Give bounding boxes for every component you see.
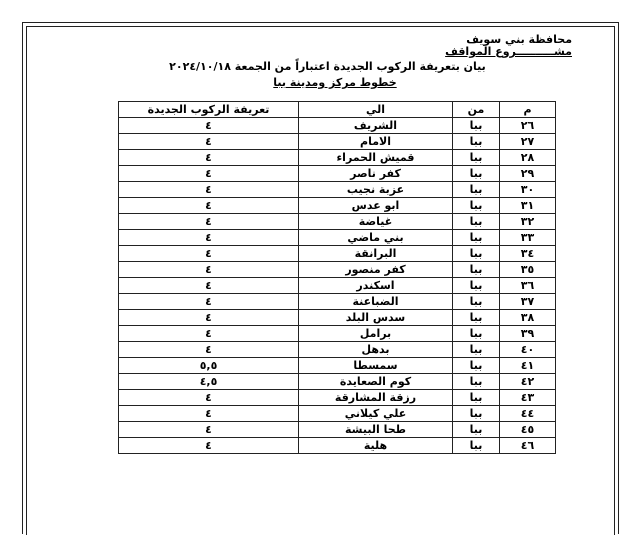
cell-to: هلية xyxy=(299,438,453,454)
document-title: بيان بتعريفة الركوب الجديدة اعتباراً من الجمعة ٢٠٢٤/١٠/١٨ xyxy=(169,60,486,73)
cell-fare: ٤ xyxy=(119,390,299,406)
cell-from: ببا xyxy=(453,278,500,294)
cell-num: ٣٩ xyxy=(500,326,556,342)
cell-from: ببا xyxy=(453,342,500,358)
cell-from: ببا xyxy=(453,134,500,150)
cell-to: كفر ناصر xyxy=(299,166,453,182)
table-row xyxy=(119,310,556,326)
cell-fare: ٤ xyxy=(119,166,299,182)
table-row xyxy=(119,182,556,198)
cell-from: ببا xyxy=(453,358,500,374)
cell-from: ببا xyxy=(453,182,500,198)
cell-num: ٢٨ xyxy=(500,150,556,166)
cell-fare: ٤ xyxy=(119,134,299,150)
cell-to: كفر منصور xyxy=(299,262,453,278)
cell-num: ٤٢ xyxy=(500,374,556,390)
cell-to: علي كيلاني xyxy=(299,406,453,422)
cell-fare: ٤ xyxy=(119,230,299,246)
cell-to: سدس البلد xyxy=(299,310,453,326)
table-row xyxy=(119,214,556,230)
cell-num: ٤٠ xyxy=(500,342,556,358)
cell-to: عزبة نجيب xyxy=(299,182,453,198)
cell-from: ببا xyxy=(453,118,500,134)
cell-from: ببا xyxy=(453,374,500,390)
cell-num: ٣٠ xyxy=(500,182,556,198)
cell-num: ٣٨ xyxy=(500,310,556,326)
cell-fare: ٤,٥ xyxy=(119,374,299,390)
cell-fare: ٤ xyxy=(119,198,299,214)
cell-fare: ٤ xyxy=(119,118,299,134)
cell-to: اسكندر xyxy=(299,278,453,294)
project-label: مشــــــــــروع المواقف xyxy=(445,45,572,58)
cell-to: سمسطا xyxy=(299,358,453,374)
column-header-num: م xyxy=(500,102,556,118)
cell-from: ببا xyxy=(453,166,500,182)
cell-num: ٤٣ xyxy=(500,390,556,406)
cell-from: ببا xyxy=(453,310,500,326)
cell-from: ببا xyxy=(453,406,500,422)
cell-fare: ٤ xyxy=(119,214,299,230)
cell-to: الضباعنة xyxy=(299,294,453,310)
cell-num: ٤٤ xyxy=(500,406,556,422)
cell-to: قميش الحمراء xyxy=(299,150,453,166)
cell-from: ببا xyxy=(453,198,500,214)
cell-num: ٤٥ xyxy=(500,422,556,438)
cell-fare: ٤ xyxy=(119,326,299,342)
cell-fare: ٤ xyxy=(119,342,299,358)
cell-fare: ٤ xyxy=(119,294,299,310)
table-row xyxy=(119,246,556,262)
cell-from: ببا xyxy=(453,246,500,262)
cell-from: ببا xyxy=(453,150,500,166)
table-row xyxy=(119,150,556,166)
cell-fare: ٤ xyxy=(119,406,299,422)
cell-to: بدهل xyxy=(299,342,453,358)
table-row xyxy=(119,294,556,310)
table-row xyxy=(119,406,556,422)
cell-num: ٤١ xyxy=(500,358,556,374)
table-row xyxy=(119,118,556,134)
cell-to: ابو عدس xyxy=(299,198,453,214)
cell-fare: ٤ xyxy=(119,150,299,166)
column-header-fare: تعريفة الركوب الجديدة xyxy=(119,102,299,118)
cell-fare: ٥,٥ xyxy=(119,358,299,374)
table-row xyxy=(119,230,556,246)
cell-to: كوم الصعايدة xyxy=(299,374,453,390)
table-row xyxy=(119,278,556,294)
cell-from: ببا xyxy=(453,214,500,230)
cell-to: الشريف xyxy=(299,118,453,134)
column-header-from: من xyxy=(453,102,500,118)
cell-num: ٢٦ xyxy=(500,118,556,134)
cell-num: ٣٤ xyxy=(500,246,556,262)
table-row xyxy=(119,422,556,438)
document-subtitle: خطوط مركز ومدينة ببا xyxy=(273,76,397,89)
cell-from: ببا xyxy=(453,294,500,310)
cell-num: ٣٧ xyxy=(500,294,556,310)
fares-table xyxy=(118,101,556,454)
cell-num: ٢٩ xyxy=(500,166,556,182)
table-row xyxy=(119,342,556,358)
cell-num: ٣٥ xyxy=(500,262,556,278)
table-header-row xyxy=(119,102,556,118)
cell-from: ببا xyxy=(453,262,500,278)
cell-from: ببا xyxy=(453,390,500,406)
table-row xyxy=(119,166,556,182)
cell-fare: ٤ xyxy=(119,182,299,198)
cell-to: البرانقة xyxy=(299,246,453,262)
cell-to: غياضة xyxy=(299,214,453,230)
column-header-to: الي xyxy=(299,102,453,118)
cell-fare: ٤ xyxy=(119,438,299,454)
cell-to: الامام xyxy=(299,134,453,150)
cell-from: ببا xyxy=(453,438,500,454)
cell-num: ٣٢ xyxy=(500,214,556,230)
table-row xyxy=(119,198,556,214)
cell-to: بني ماضي xyxy=(299,230,453,246)
cell-num: ٣٦ xyxy=(500,278,556,294)
cell-from: ببا xyxy=(453,326,500,342)
cell-fare: ٤ xyxy=(119,310,299,326)
cell-from: ببا xyxy=(453,422,500,438)
table-row xyxy=(119,374,556,390)
cell-num: ٣٣ xyxy=(500,230,556,246)
table-row xyxy=(119,438,556,454)
cell-to: رزقة المشارقة xyxy=(299,390,453,406)
cell-to: طحا البيشة xyxy=(299,422,453,438)
table-row xyxy=(119,358,556,374)
cell-to: برامل xyxy=(299,326,453,342)
governorate-label: محافظة بني سويف xyxy=(466,33,572,46)
cell-from: ببا xyxy=(453,230,500,246)
table-row xyxy=(119,390,556,406)
table-row xyxy=(119,262,556,278)
cell-fare: ٤ xyxy=(119,278,299,294)
cell-fare: ٤ xyxy=(119,262,299,278)
cell-num: ٣١ xyxy=(500,198,556,214)
cell-num: ٤٦ xyxy=(500,438,556,454)
table-row xyxy=(119,326,556,342)
table-row xyxy=(119,134,556,150)
cell-fare: ٤ xyxy=(119,422,299,438)
cell-fare: ٤ xyxy=(119,246,299,262)
cell-num: ٢٧ xyxy=(500,134,556,150)
